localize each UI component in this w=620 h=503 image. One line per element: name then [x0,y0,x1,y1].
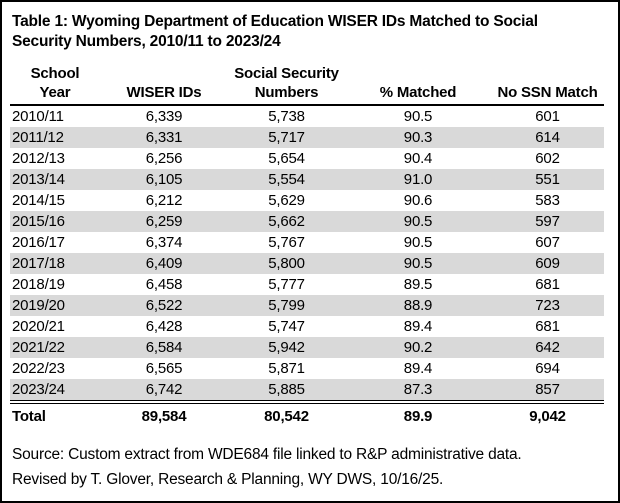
cell-pct-matched: 88.9 [403,297,433,314]
header-school-year-line2: Year [39,84,71,101]
cell-wiser-ids: 6,742 [145,381,183,398]
cell-ssn: 5,654 [268,150,305,167]
cell-school-year: 2015/16 [12,213,65,230]
cell-wiser-ids: 6,331 [145,129,183,146]
cell-wiser-ids: 6,565 [145,360,183,377]
cell-school-year: 2013/14 [12,171,65,188]
cell-total-pct-matched: 89.9 [345,402,491,429]
source-note-line2: Revised by T. Glover, Research & Planning, WY DWS, 10/16/25. [12,471,444,488]
cell-no-ssn-match: 694 [535,360,560,377]
table-row [10,253,604,274]
table-title-line2: Security Numbers, 2010/11 to 2023/24 [12,33,281,50]
header-wiser-ids-label: WISER IDs [126,84,202,101]
table-row [10,127,604,148]
column-header-school-year [10,60,100,105]
cell-pct-matched: 90.5 [403,108,433,125]
header-ssn-line1: Social Security [234,65,339,82]
cell-wiser-ids: 6,339 [145,108,183,125]
cell-no-ssn-match: 857 [535,381,560,398]
header-row [10,60,604,105]
cell-school-year: 2010/11 [12,108,64,125]
column-header-social-security-numbers [228,60,345,105]
table-row [10,379,604,402]
cell-pct-matched: 91.0 [403,171,433,188]
cell-no-ssn-match: 601 [535,108,560,125]
cell-total-label: Total [10,402,100,429]
column-header-no-ssn-match [491,60,604,105]
cell-school-year: 2022/23 [12,360,65,377]
cell-school-year: 2020/21 [12,318,65,335]
cell-total-ssn: 80,542 [228,402,345,429]
cell-no-ssn-match: 583 [535,192,560,209]
table-row [10,211,604,232]
cell-school-year: 2011/12 [12,129,64,146]
cell-wiser-ids: 6,428 [145,318,183,335]
table-row [10,316,604,337]
table-title-line1: Table 1: Wyoming Department of Education WISER IDs Matched to Social [12,13,538,30]
cell-ssn: 5,747 [268,318,305,335]
table-row [10,274,604,295]
cell-pct-matched: 90.3 [403,129,433,146]
table-row [10,190,604,211]
cell-ssn: 5,942 [268,339,305,356]
cell-ssn: 5,738 [268,108,305,125]
cell-no-ssn-match: 602 [535,150,560,167]
source-note-line1: Source: Custom extract from WDE684 file linked to R&P administrative data. [12,446,522,463]
cell-pct-matched: 90.4 [403,150,433,167]
cell-wiser-ids: 6,584 [145,339,183,356]
cell-ssn: 5,767 [268,234,305,251]
cell-school-year: 2021/22 [12,339,65,356]
header-no-ssn-match-label: No SSN Match [497,84,598,101]
cell-no-ssn-match: 597 [535,213,560,230]
table-row [10,169,604,190]
cell-no-ssn-match: 642 [535,339,560,356]
column-header-pct-matched [345,60,491,105]
cell-pct-matched: 87.3 [403,381,433,398]
total-row [10,402,604,429]
cell-wiser-ids: 6,105 [145,171,183,188]
table-row [10,148,604,169]
cell-total-wiser-ids: 89,584 [100,402,228,429]
table-row [10,105,604,127]
cell-ssn: 5,629 [268,192,305,209]
cell-wiser-ids: 6,259 [145,213,183,230]
cell-pct-matched: 90.5 [403,234,433,251]
data-table [10,60,604,429]
header-pct-matched-label: % Matched [379,84,457,101]
cell-wiser-ids: 6,212 [145,192,183,209]
table-row [10,232,604,253]
cell-total-no-ssn-match: 9,042 [491,402,604,429]
cell-ssn: 5,800 [268,255,305,272]
source-note [10,442,608,492]
cell-wiser-ids: 6,256 [145,150,183,167]
header-school-year-line1: School [30,65,80,82]
cell-pct-matched: 89.5 [403,276,433,293]
cell-pct-matched: 90.6 [403,192,433,209]
cell-no-ssn-match: 681 [535,318,560,335]
header-ssn-line2: Numbers [254,84,319,101]
cell-ssn: 5,662 [268,213,305,230]
cell-school-year: 2014/15 [12,192,65,209]
cell-school-year: 2023/24 [12,381,65,398]
cell-no-ssn-match: 614 [535,129,560,146]
cell-no-ssn-match: 607 [535,234,560,251]
cell-pct-matched: 90.5 [403,213,433,230]
table-row [10,358,604,379]
cell-wiser-ids: 6,409 [145,255,183,272]
cell-no-ssn-match: 681 [535,276,560,293]
cell-wiser-ids: 6,522 [145,297,183,314]
table-title [10,12,608,52]
cell-school-year: 2019/20 [12,297,65,314]
cell-no-ssn-match: 609 [535,255,560,272]
cell-ssn: 5,777 [268,276,305,293]
cell-ssn: 5,871 [268,360,305,377]
table-row [10,337,604,358]
table-row [10,295,604,316]
cell-no-ssn-match: 723 [535,297,560,314]
cell-ssn: 5,799 [268,297,305,314]
cell-school-year: 2018/19 [12,276,65,293]
cell-pct-matched: 89.4 [403,360,433,377]
cell-no-ssn-match: 551 [535,171,560,188]
cell-pct-matched: 89.4 [403,318,433,335]
cell-wiser-ids: 6,458 [145,276,183,293]
column-header-wiser-ids [100,60,228,105]
cell-ssn: 5,717 [268,129,305,146]
cell-ssn: 5,885 [268,381,305,398]
cell-wiser-ids: 6,374 [145,234,183,251]
cell-school-year: 2017/18 [12,255,65,272]
cell-school-year: 2016/17 [12,234,65,251]
cell-school-year: 2012/13 [12,150,65,167]
cell-pct-matched: 90.5 [403,255,433,272]
cell-ssn: 5,554 [268,171,305,188]
cell-pct-matched: 90.2 [403,339,433,356]
